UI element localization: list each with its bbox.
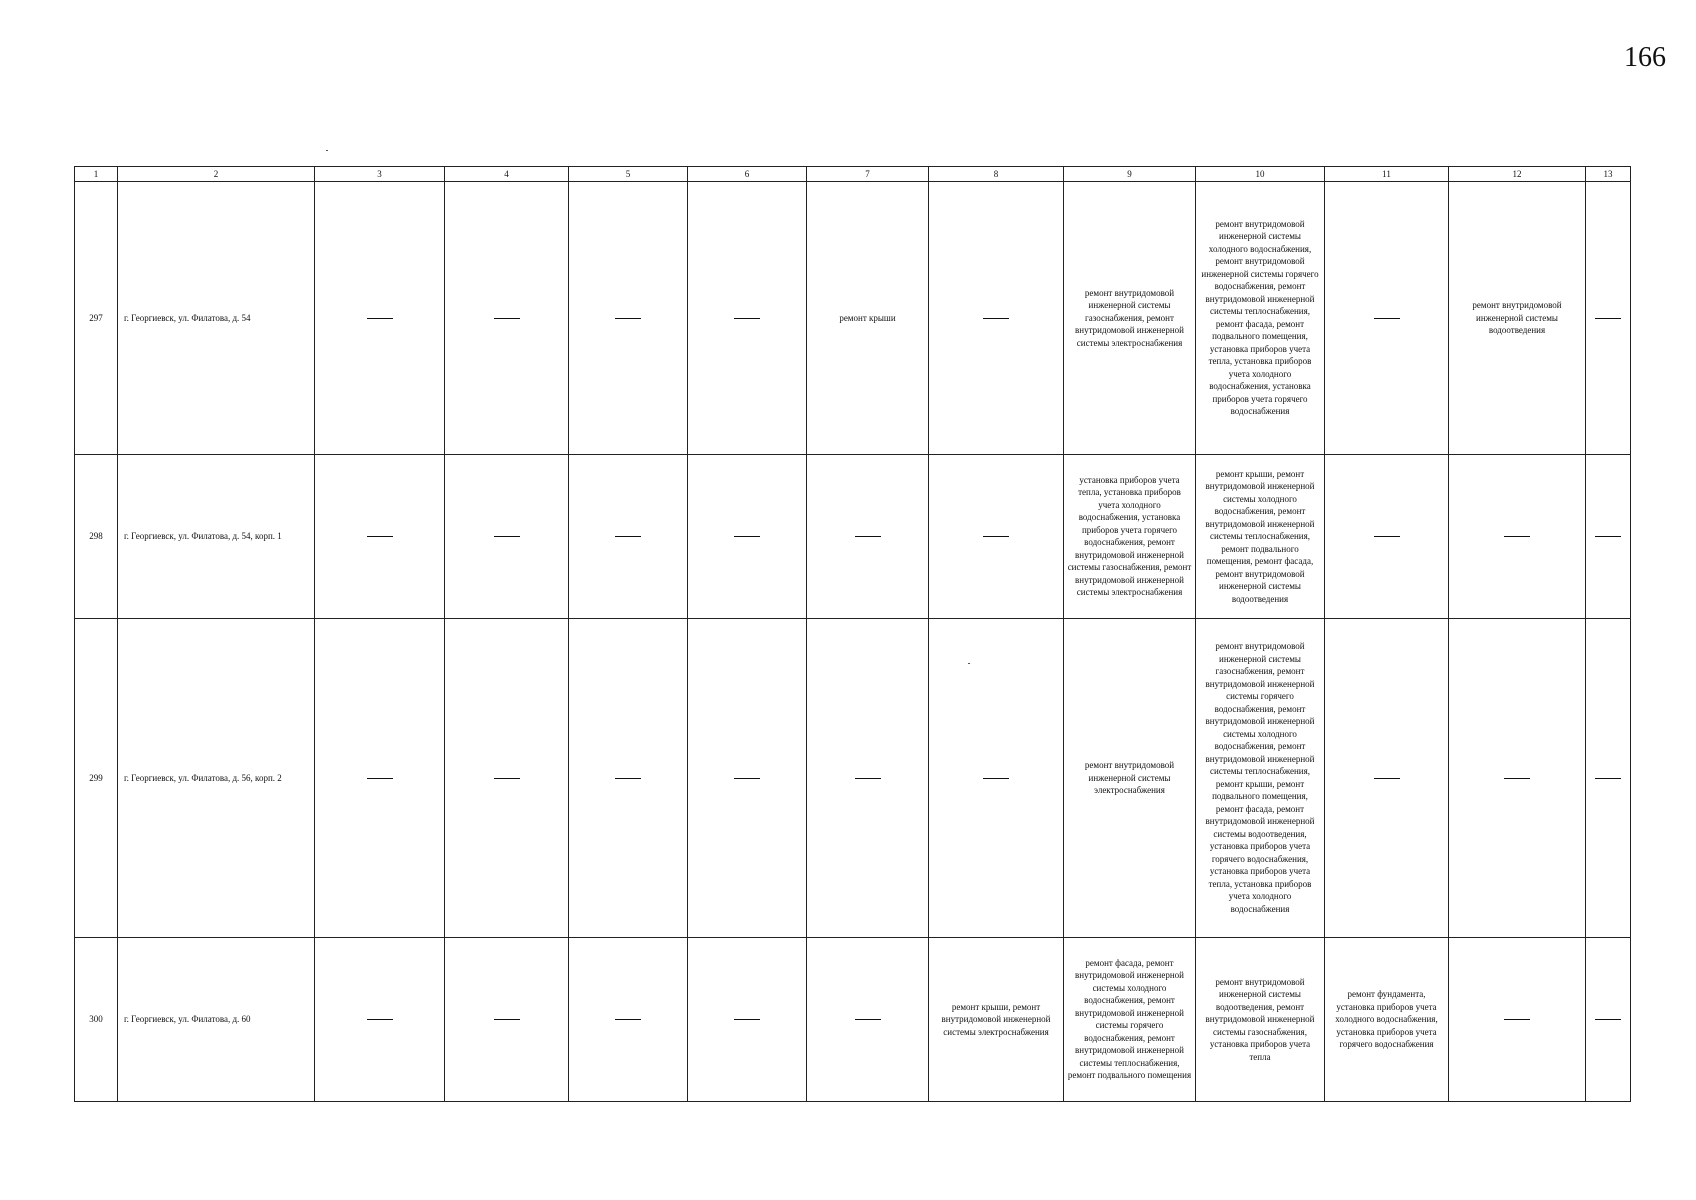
- dash-mark: [367, 318, 393, 319]
- col-header-11: 11: [1325, 167, 1449, 182]
- dash-mark: [615, 536, 641, 537]
- empty-cell: [929, 618, 1064, 937]
- empty-cell: [315, 182, 445, 455]
- repair-plan-table: [74, 166, 1631, 1102]
- empty-cell: [1325, 454, 1449, 618]
- dash-mark: [615, 1019, 641, 1020]
- dash-mark: [1504, 1019, 1530, 1020]
- dash-mark: [494, 1019, 520, 1020]
- work-cell-10: ремонт крыши, ремонт внутридомовой инженерной системы холодного водоснабжения, ремонт внутридомовой инженерной системы теплоснабжения, ремонт подвального помещения, ремонт фасада, ремонт внутридомовой инженерной системы водоотведения: [1196, 454, 1325, 618]
- dash-mark: [1374, 318, 1400, 319]
- empty-cell: [569, 454, 688, 618]
- dash-mark: [367, 778, 393, 779]
- empty-cell: [929, 454, 1064, 618]
- dash-mark: [615, 318, 641, 319]
- col-header-6: 6: [688, 167, 807, 182]
- col-header-10: 10: [1196, 167, 1325, 182]
- empty-cell: [315, 937, 445, 1101]
- dash-mark: [1504, 536, 1530, 537]
- empty-cell: [1449, 937, 1586, 1101]
- empty-cell: [569, 937, 688, 1101]
- dash-mark: [983, 536, 1009, 537]
- empty-cell: [315, 618, 445, 937]
- empty-cell: [688, 454, 807, 618]
- empty-cell: [807, 618, 929, 937]
- empty-cell: [445, 182, 569, 455]
- col-header-1: 1: [75, 167, 118, 182]
- table-row: [75, 618, 1631, 937]
- col-header-5: 5: [569, 167, 688, 182]
- dash-mark: [1595, 1019, 1621, 1020]
- dash-mark: [855, 536, 881, 537]
- dash-mark: [494, 778, 520, 779]
- col-header-4: 4: [445, 167, 569, 182]
- empty-cell: [1586, 454, 1631, 618]
- dash-mark: [855, 778, 881, 779]
- work-cell-10: ремонт внутридомовой инженерной системы газоснабжения, ремонт внутридомовой инженерной системы горячего водоснабжения, ремонт внутридомовой инженерной системы холодного водоснабжения, ремонт внутридомовой инженерной системы теплоснабжения, ремонт крыши, ремонт подвального помещения, ремонт фасада, ремонт внутридомовой инженерной системы водоотведения, установка приборов учета горячего водоснабжения, установка приборов учета тепла, установка приборов учета холодного водоснабжения: [1196, 618, 1325, 937]
- table-row: [75, 182, 1631, 455]
- empty-cell: [445, 618, 569, 937]
- dash-mark: [855, 1019, 881, 1020]
- dash-mark: [734, 1019, 760, 1020]
- work-cell-11: ремонт фундамента, установка приборов учета холодного водоснабжения, установка приборов учета горячего водоснабжения: [1325, 937, 1449, 1101]
- empty-cell: [1586, 937, 1631, 1101]
- dash-mark: [494, 536, 520, 537]
- dash-mark: [734, 318, 760, 319]
- empty-cell: [1449, 618, 1586, 937]
- work-cell-10: ремонт внутридомовой инженерной системы водоотведения, ремонт внутридомовой инженерной системы газоснабжения, установка приборов учета тепла: [1196, 937, 1325, 1101]
- dash-mark: [1374, 778, 1400, 779]
- col-header-9: 9: [1064, 167, 1196, 182]
- work-cell-8: ремонт крыши, ремонт внутридомовой инженерной системы электроснабжения: [929, 937, 1064, 1101]
- header-row: [75, 167, 1631, 182]
- col-header-8: 8: [929, 167, 1064, 182]
- work-cell-12: ремонт внутридомовой инженерной системы водоотведения: [1449, 182, 1586, 455]
- empty-cell: [929, 182, 1064, 455]
- work-cell-9: ремонт внутридомовой инженерной системы газоснабжения, ремонт внутридомовой инженерной системы электроснабжения: [1064, 182, 1196, 455]
- col-header-7: 7: [807, 167, 929, 182]
- work-cell-9: ремонт фасада, ремонт внутридомовой инженерной системы холодного водоснабжения, ремонт внутридомовой инженерной системы горячего водоснабжения, ремонт внутридомовой инженерной системы теплоснабжения, ремонт подвального помещения: [1064, 937, 1196, 1101]
- work-cell-10: ремонт внутридомовой инженерной системы холодного водоснабжения, ремонт внутридомовой инженерной системы горячего водоснабжения, ремонт внутридомовой инженерной системы теплоснабжения, ремонт фасада, ремонт подвального помещения, установка приборов учета тепла, установка приборов учета холодного водоснабжения, установка приборов учета горячего водоснабжения: [1196, 182, 1325, 455]
- dash-mark: [734, 778, 760, 779]
- empty-cell: [569, 182, 688, 455]
- dash-mark: [1595, 536, 1621, 537]
- col-header-2: 2: [118, 167, 315, 182]
- dash-mark: [734, 536, 760, 537]
- row-address: г. Георгиевск, ул. Филатова, д. 56, корп. 2: [118, 618, 315, 937]
- empty-cell: [1325, 182, 1449, 455]
- work-cell-7: ремонт крыши: [807, 182, 929, 455]
- row-number: 298: [75, 454, 118, 618]
- dash-mark: [1504, 778, 1530, 779]
- empty-cell: [688, 182, 807, 455]
- dash-mark: [1595, 778, 1621, 779]
- dash-mark: [983, 318, 1009, 319]
- empty-cell: [445, 454, 569, 618]
- scan-speck: [326, 150, 328, 151]
- col-header-3: 3: [315, 167, 445, 182]
- table-row: [75, 454, 1631, 618]
- empty-cell: [315, 454, 445, 618]
- dash-mark: [1595, 318, 1621, 319]
- row-number: 299: [75, 618, 118, 937]
- empty-cell: [1586, 618, 1631, 937]
- row-address: г. Георгиевск, ул. Филатова, д. 60: [118, 937, 315, 1101]
- empty-cell: [1449, 454, 1586, 618]
- empty-cell: [1586, 182, 1631, 455]
- table-row: [75, 937, 1631, 1101]
- dash-mark: [983, 778, 1009, 779]
- work-cell-9: установка приборов учета тепла, установка приборов учета холодного водоснабжения, установка приборов учета горячего водоснабжения, ремонт внутридомовой инженерной системы газоснабжения, ремонт внутридомовой инженерной системы электроснабжения: [1064, 454, 1196, 618]
- empty-cell: [807, 454, 929, 618]
- row-address: г. Георгиевск, ул. Филатова, д. 54, корп. 1: [118, 454, 315, 618]
- page-number: 166: [1624, 42, 1666, 73]
- empty-cell: [1325, 618, 1449, 937]
- empty-cell: [569, 618, 688, 937]
- row-number: 297: [75, 182, 118, 455]
- dash-mark: [615, 778, 641, 779]
- empty-cell: [688, 937, 807, 1101]
- row-address: г. Георгиевск, ул. Филатова, д. 54: [118, 182, 315, 455]
- empty-cell: [445, 937, 569, 1101]
- col-header-13: 13: [1586, 167, 1631, 182]
- dash-mark: [367, 536, 393, 537]
- dash-mark: [494, 318, 520, 319]
- row-number: 300: [75, 937, 118, 1101]
- work-cell-9: ремонт внутридомовой инженерной системы электроснабжения: [1064, 618, 1196, 937]
- dash-mark: [367, 1019, 393, 1020]
- empty-cell: [688, 618, 807, 937]
- dash-mark: [1374, 536, 1400, 537]
- empty-cell: [807, 937, 929, 1101]
- col-header-12: 12: [1449, 167, 1586, 182]
